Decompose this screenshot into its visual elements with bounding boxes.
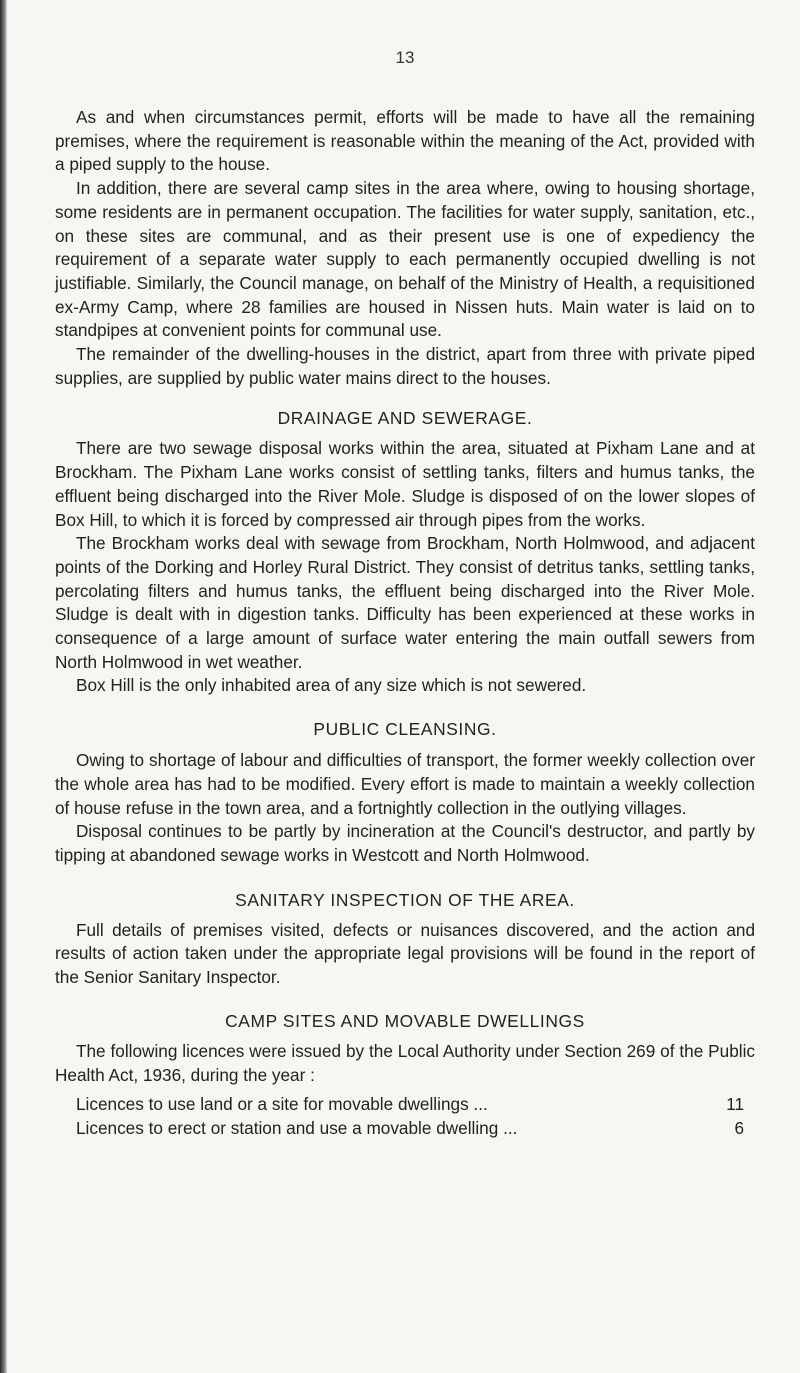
camp-sites-heading: CAMP SITES AND MOVABLE DWELLINGS — [225, 1010, 585, 1031]
page-edge-shadow — [0, 0, 7, 1373]
document-page — [55, 48, 755, 1141]
camp-sites-paragraph: The following licences were issued by the Local Authority under Section 269 of the Public Health Act, 1936, during the year : — [55, 1040, 755, 1085]
intro-paragraph-3: The remainder of the dwelling-houses in the district, apart from three with private piped supplies, are supplied by public water mains direct to the houses. — [55, 344, 755, 388]
sanitary-inspection-heading: SANITARY INSPECTION OF THE AREA. — [235, 889, 575, 910]
public-cleansing-heading: PUBLIC CLEANSING. — [313, 719, 497, 740]
public-cleansing-paragraph-1: Owing to shortage of labour and difficulties of transport, the former weekly collection over the whole area has had to be modified. Every effort is made to maintain a weekly collection of house refuse in the town area, and a fortnightly collection in the outlying villages. — [55, 750, 755, 818]
licences-list — [55, 1093, 755, 1140]
licence-row — [55, 1093, 755, 1117]
licence-count: 6 — [734, 1117, 744, 1138]
licence-label: Licences to use land or a site for movable dwellings ... — [76, 1094, 488, 1115]
licence-count: 11 — [726, 1094, 744, 1115]
drainage-paragraph-2: The Brockham works deal with sewage from Brockham, North Holmwood, and adjacent points of the Dorking and Horley Rural District. They consist of detritus tanks, settling tanks, percolating filters and humus tanks, the effluent being discharged into the River Mole. Sludge is dealt with in digestion tanks. Difficulty has been experienced at these works in consequence of a large amount of surface water entering the main outfall sewers from North Holmwood in wet weather. — [55, 533, 755, 672]
page-number: 13 — [395, 48, 415, 67]
intro-paragraph-2: In addition, there are several camp sites in the area where, owing to housing shortage, some residents are in permanent occupation. The facilities for water supply, sanitation, etc., on these sites are communal, and as their present use is one of expediency the requirement of a separate water supply to each permanently occupied dwelling is not justifiable. Similarly, the Council manage, on behalf of the Ministry of Health, a requisitioned ex-Army Camp, where 28 families are housed in Nissen huts. Main water is laid on to standpipes at convenient points for communal use. — [55, 178, 755, 341]
public-cleansing-paragraph-2: Disposal continues to be partly by incineration at the Council's destructor, and partly by tipping at abandoned sewage works in Westcott and North Holmwood. — [55, 821, 755, 865]
drainage-paragraph-1: There are two sewage disposal works within the area, situated at Pixham Lane and at Brockham. The Pixham Lane works consist of settling tanks, filters and humus tanks, the effluent being discharged into the River Mole. Sludge is disposed of on the lower slopes of Box Hill, to which it is forced by compressed air through pipes from the works. — [55, 438, 755, 530]
drainage-paragraph-3: Box Hill is the only inhabited area of any size which is not sewered. — [76, 675, 587, 696]
licence-label: Licences to erect or station and use a movable dwelling ... — [76, 1117, 518, 1138]
sanitary-inspection-paragraph: Full details of premises visited, defects or nuisances discovered, and the action and results of action taken under the appropriate legal provisions will be found in the report of the Senior Sanitary Inspector. — [55, 919, 755, 988]
licence-row — [55, 1117, 755, 1141]
intro-paragraph-1: As and when circumstances permit, efforts will be made to have all the remaining premises, where the requirement is reasonable within the meaning of the Act, provided with a piped supply to the house. — [55, 107, 755, 175]
drainage-heading: DRAINAGE AND SEWERAGE. — [277, 408, 533, 429]
